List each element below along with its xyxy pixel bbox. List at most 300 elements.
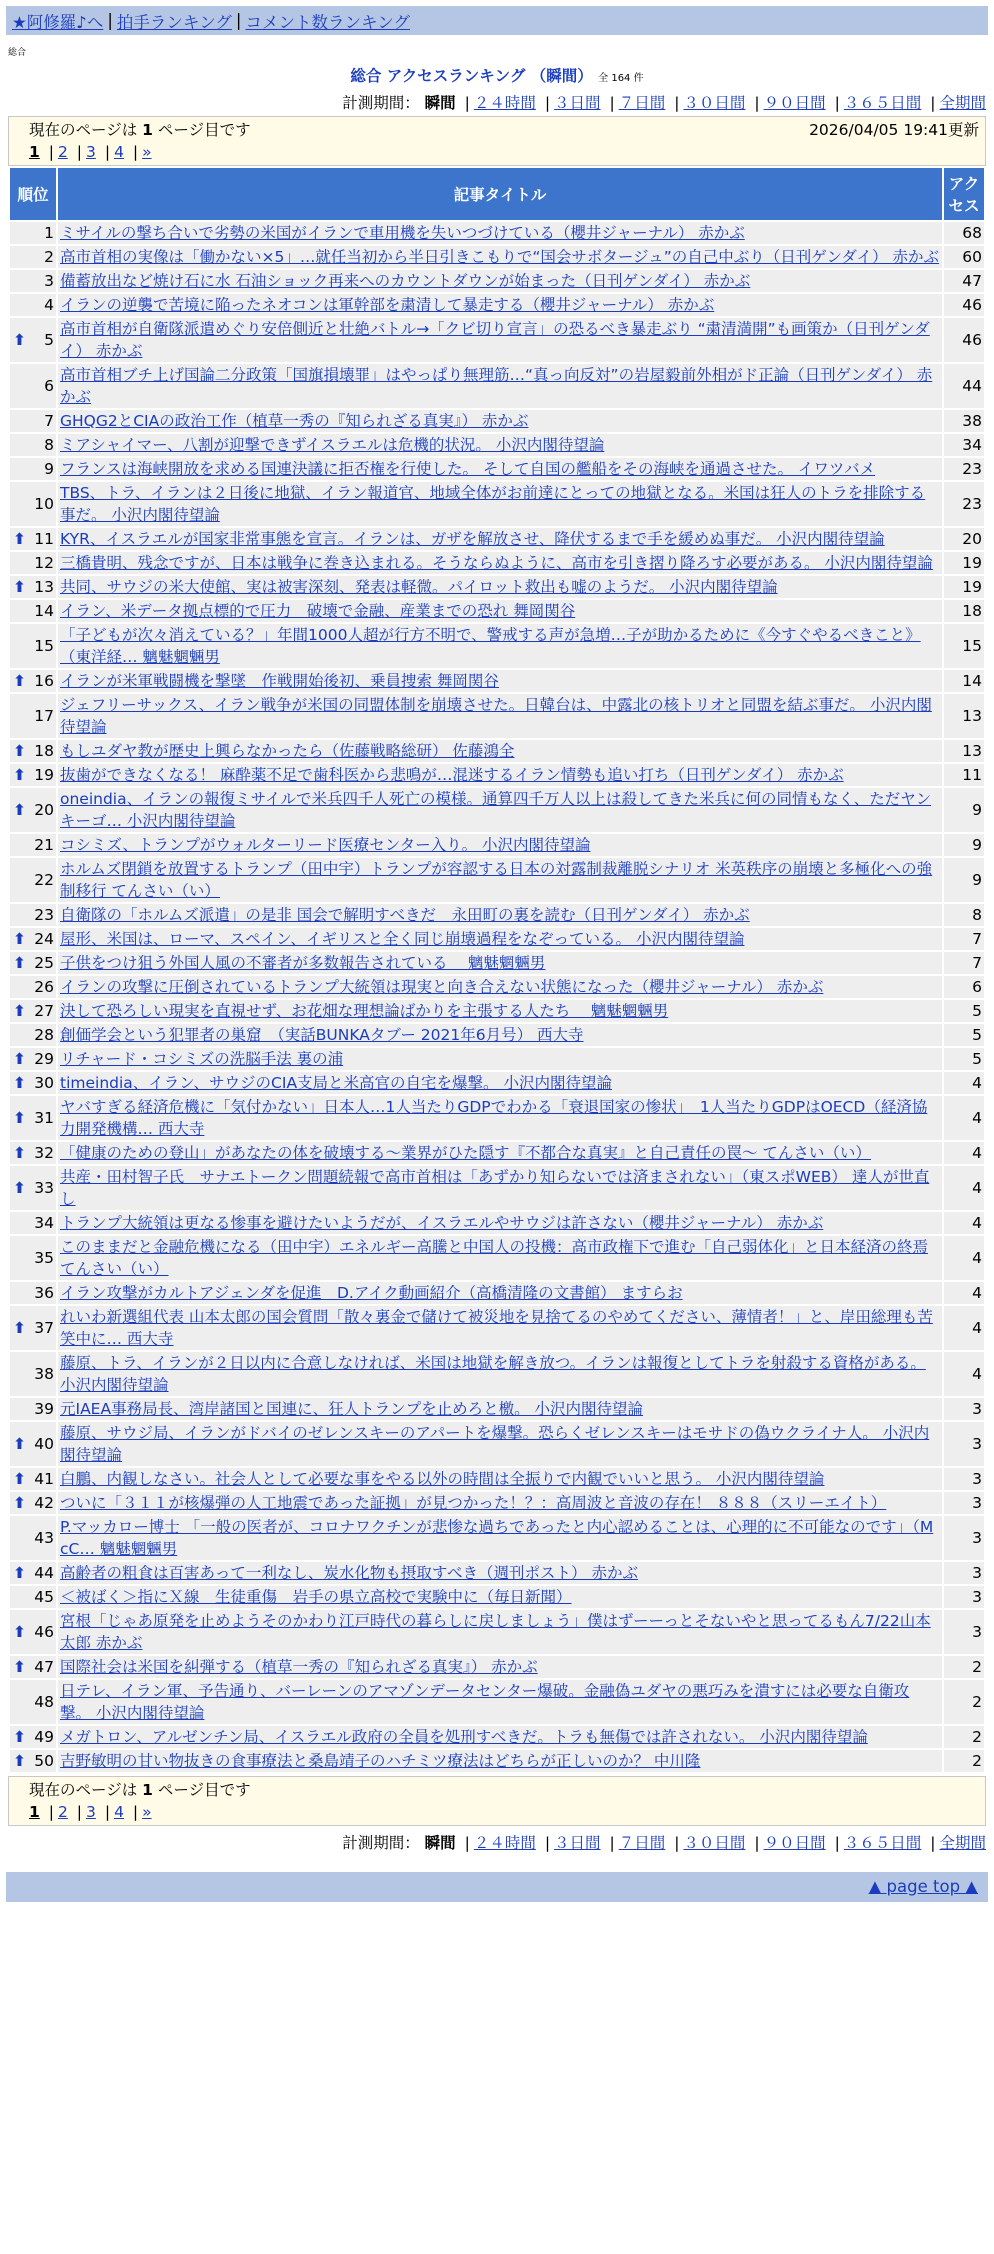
article-link[interactable]: oneindia、イランの報復ミサイルで米兵四千人死亡の模様。通算四千万人以上は殺してきた米兵に何の同情もなく、ただヤンキーゴ… 小沢内閣待望論 [60, 790, 932, 830]
article-link[interactable]: ミサイルの撃ち合いで劣勢の米国がイランで車用機を失いつづけている（櫻井ジャーナル） 赤かぶ [60, 224, 745, 242]
rank-up-arrow-icon: ⬆ [13, 1050, 26, 1068]
rank-number: 34 [34, 1214, 54, 1232]
title-cell [58, 1468, 942, 1490]
title-cell [58, 1398, 942, 1420]
article-link[interactable]: イランの逆襲で苦境に陥ったネオコンは軍幹部を粛清して暴走する（櫻井ジャーナル） 赤かぶ [60, 296, 715, 314]
table-row [10, 1750, 984, 1772]
rank-up-arrow-icon: ⬆ [13, 1002, 26, 1020]
rank-number: 13 [34, 578, 54, 596]
article-link[interactable]: 子供をつけ狙う外国人風の不審者が多数報告されている 魑魅魍魎男 [60, 954, 546, 972]
rank-number: 19 [34, 766, 54, 784]
access-count: 5 [944, 1000, 984, 1022]
title-cell [58, 694, 942, 738]
clap-ranking-link[interactable]: 拍手ランキング [116, 12, 232, 32]
period-link-90d-bottom[interactable]: ９０日間 [763, 1834, 826, 1852]
table-row [10, 1656, 984, 1678]
access-count: 3 [944, 1398, 984, 1420]
table-row [10, 694, 984, 738]
comment-ranking-link[interactable]: コメント数ランキング [245, 12, 410, 32]
rank-number: 32 [34, 1144, 54, 1162]
rank-number: 28 [34, 1026, 54, 1044]
table-row [10, 976, 984, 998]
rank-number: 24 [34, 930, 54, 948]
access-count: 46 [944, 294, 984, 316]
rank-cell [10, 904, 56, 926]
title-cell [58, 670, 942, 692]
rank-cell [10, 528, 56, 550]
table-row [10, 1680, 984, 1724]
rank-number: 38 [34, 1365, 54, 1383]
nav-separator: | [107, 11, 113, 30]
article-link[interactable]: 高市首相が自衛隊派遣めぐり安倍側近と壮絶バトル→「クビ切り宣言」の恐るべき暴走ぶり “粛清満開”も画策か（日刊ゲンダイ） 赤かぶ [60, 320, 930, 360]
access-count: 19 [944, 576, 984, 598]
access-count: 2 [944, 1750, 984, 1772]
rank-up-arrow-icon: ⬆ [13, 930, 26, 948]
article-link[interactable]: ついに「３１１が核爆弾の人工地震であった証拠」が見つかった！？：高周波と音波の存在！ ８８８（スリーエイト） [60, 1494, 887, 1512]
period-link-30d[interactable]: ３０日間 [683, 94, 746, 112]
rank-number: 14 [34, 602, 54, 620]
rank-number: 4 [44, 296, 54, 314]
pager-link-2-bottom[interactable]: 2 [57, 1803, 68, 1821]
table-row [10, 1726, 984, 1748]
title-cell [58, 1352, 942, 1396]
rank-up-arrow-icon: ⬆ [13, 578, 26, 596]
article-link[interactable]: 「子どもが次々消えている？」年間1000人超が行方不明で、警戒する声が急増…子が助かるために《今すぐやるべきこと》（東洋経… 魑魅魍魎男 [60, 626, 921, 666]
title-cell [58, 1750, 942, 1772]
ranking-table [8, 166, 986, 1774]
rank-up-arrow-icon: ⬆ [13, 801, 26, 819]
rank-up-arrow-icon: ⬆ [13, 766, 26, 784]
access-count: 3 [944, 1468, 984, 1490]
article-link[interactable]: イラン攻撃がカルトアジェンダを促進 D.アイク動画紹介（高橋清隆の文書館） ますらお [60, 1284, 683, 1302]
rank-cell [10, 670, 56, 692]
table-row [10, 1586, 984, 1608]
period-link-all[interactable]: 全期間 [939, 94, 986, 112]
rank-number: 3 [44, 272, 54, 290]
title-cell [58, 1212, 942, 1234]
table-row [10, 1000, 984, 1022]
rank-up-arrow-icon: ⬆ [13, 954, 26, 972]
rank-cell [10, 1656, 56, 1678]
rank-number: 21 [34, 836, 54, 854]
rank-cell [10, 410, 56, 432]
access-count: 2 [944, 1680, 984, 1724]
article-link[interactable]: れいわ新選組代表 山本太郎の国会質問「散々裏金で儲けて被災地を見捨てるのやめてください、薄情者！」と、岸田総理も苦笑中に… 西大寺 [60, 1308, 933, 1348]
pager-link-4[interactable]: 4 [114, 143, 124, 161]
title-cell [58, 740, 942, 762]
period-link-3d[interactable]: ３日間 [554, 94, 601, 112]
access-count: 47 [944, 270, 984, 292]
table-row [10, 364, 984, 408]
rank-cell [10, 834, 56, 856]
rank-cell [10, 1306, 56, 1350]
title-cell [58, 1024, 942, 1046]
period-current: 瞬間 [424, 94, 456, 112]
access-count: 68 [944, 222, 984, 244]
rank-cell [10, 740, 56, 762]
rank-number: 43 [34, 1529, 54, 1547]
table-row [10, 904, 984, 926]
table-row [10, 1166, 984, 1210]
access-count: 3 [944, 1562, 984, 1584]
access-count: 18 [944, 600, 984, 622]
title-cell [58, 1562, 942, 1584]
rank-up-arrow-icon: ⬆ [13, 1728, 26, 1746]
rank-number: 23 [34, 906, 54, 924]
rank-number: 30 [34, 1074, 54, 1092]
rank-cell [10, 1680, 56, 1724]
page-title-text: 総合 アクセスランキング （瞬間） [350, 67, 593, 85]
table-row [10, 764, 984, 786]
table-row [10, 246, 984, 268]
rank-number: 31 [34, 1109, 54, 1127]
pager-top: 1 | 2 | 3 | 4 | » [29, 143, 152, 161]
rank-number: 16 [34, 672, 54, 690]
title-cell [58, 976, 942, 998]
rank-number: 12 [34, 554, 54, 572]
rank-number: 47 [34, 1658, 54, 1676]
rank-cell [10, 952, 56, 974]
table-row [10, 1236, 984, 1280]
access-count: 19 [944, 552, 984, 574]
title-cell [58, 1492, 942, 1514]
table-row [10, 624, 984, 668]
period-link-365d-bottom[interactable]: ３６５日間 [843, 1834, 922, 1852]
pager-link-2[interactable]: 2 [57, 143, 68, 161]
article-link[interactable]: 共同、サウジの米大使館、実は被害深刻、発表は軽微。パイロット救出も嘘のようだ。 小沢内閣待望論 [60, 578, 778, 596]
access-count: 4 [944, 1072, 984, 1094]
article-link[interactable]: 白鵬、内観しなさい。社会人として必要な事をやる以外の時間は全振りで内観でいいと思う。 小沢内閣待望論 [60, 1470, 825, 1488]
table-row [10, 1048, 984, 1070]
article-link[interactable]: 共産・田村智子氏 サナエトークン問題続報で高市首相は「あずかり知らないでは済まされない」（東スポWEB） 達人が世直し [60, 1168, 930, 1208]
article-link[interactable]: イランが米軍戦闘機を撃墜 作戦開始後初、乗員捜索 舞岡関谷 [60, 672, 499, 690]
article-link[interactable]: ＜被ばく＞指にＸ線 生徒重傷 岩手の県立高校で実験中に（毎日新聞） [60, 1588, 572, 1606]
table-row [10, 1398, 984, 1420]
rank-number: 40 [34, 1435, 54, 1453]
title-cell [58, 1282, 942, 1304]
access-count: 23 [944, 458, 984, 480]
rank-cell [10, 858, 56, 902]
article-link[interactable]: ミアシャイマー、八割が迎撃できずイスラエルは危機的状況。 小沢内閣待望論 [60, 436, 605, 454]
access-count: 7 [944, 952, 984, 974]
rank-up-arrow-icon: ⬆ [13, 1109, 26, 1127]
access-count: 3 [944, 1586, 984, 1608]
title-cell [58, 952, 942, 974]
title-cell [58, 270, 942, 292]
col-title-header: 記事タイトル [58, 168, 942, 220]
title-cell [58, 434, 942, 456]
rank-cell [10, 576, 56, 598]
rank-cell [10, 1000, 56, 1022]
table-row [10, 1024, 984, 1046]
rank-cell [10, 270, 56, 292]
title-cell [58, 928, 942, 950]
period-link-3d-bottom[interactable]: ３日間 [554, 1834, 601, 1852]
pager-next-bottom[interactable]: » [142, 1803, 152, 1821]
rank-number: 27 [34, 1002, 54, 1020]
rank-cell [10, 552, 56, 574]
article-link[interactable]: 高市首相ブチ上げ国論二分政策「国旗損壊罪」はやっぱり無理筋…“真っ向反対”の岩屋毅前外相がド正論（日刊ゲンダイ） 赤かぶ [60, 366, 933, 406]
table-row [10, 1142, 984, 1164]
article-link[interactable]: リチャード・コシミズの洗脳手法 裏の浦 [60, 1050, 344, 1068]
access-count: 4 [944, 1142, 984, 1164]
period-link-24h[interactable]: ２４時間 [473, 94, 536, 112]
article-link[interactable]: 宮根「じゃあ原発を止めようそのかわり江戸時代の暮らしに戻しましょう」僕はずーーっとそないやと思ってるもん7/22山本太郎 赤かぶ [60, 1612, 931, 1652]
rank-cell [10, 1492, 56, 1514]
rank-cell [10, 1562, 56, 1584]
access-count: 4 [944, 1166, 984, 1210]
rank-number: 41 [34, 1470, 54, 1488]
article-link[interactable]: このままだと金融危機になる（田中宇）エネルギー高騰と中国人の投機：高市政権下で進む「自己弱体化」と日本経済の終焉 てんさい（い） [60, 1238, 929, 1278]
rank-cell [10, 1352, 56, 1396]
rank-cell [10, 1142, 56, 1164]
period-link-90d[interactable]: ９０日間 [763, 94, 826, 112]
article-link[interactable]: 高齢者の粗食は百害あって一利なし、炭水化物も摂取すべき（週刊ポスト） 赤かぶ [60, 1564, 638, 1582]
rank-cell [10, 1610, 56, 1654]
article-link[interactable]: ジェフリーサックス、イラン戦争が米国の同盟体制を崩壊させた。日韓台は、中露北の核トリオと同盟を結ぶ事だ。 小沢内閣待望論 [60, 696, 932, 736]
article-link[interactable]: 藤原、サウジ局、イランがドバイのゼレンスキーのアパートを爆撃。恐らくゼレンスキーはモサドの偽ウクライナ人。 小沢内閣待望論 [60, 1424, 930, 1464]
table-row [10, 1096, 984, 1140]
rank-up-arrow-icon: ⬆ [13, 1319, 26, 1337]
rank-number: 39 [34, 1400, 54, 1418]
access-count: 5 [944, 1024, 984, 1046]
page-info-top [8, 116, 986, 166]
period-label: 計測期間： [342, 94, 420, 112]
table-row [10, 1492, 984, 1514]
article-link[interactable]: 「健康のための登山」があなたの体を破壊する～業界がひた隠す『不都合な真実』と自己責任の罠～ てんさい（い） [60, 1144, 871, 1162]
pager-link-3[interactable]: 3 [86, 143, 96, 161]
title-cell [58, 1142, 942, 1164]
access-count: 2 [944, 1656, 984, 1678]
table-row [10, 576, 984, 598]
table-row [10, 552, 984, 574]
article-link[interactable]: timeindia、イラン、サウジのCIA支局と米高官の自宅を爆撃。 小沢内閣待望論 [60, 1074, 612, 1092]
title-cell [58, 600, 942, 622]
article-link[interactable]: トランプ大統領は更なる惨事を避けたいようだが、イスラエルやサウジは許さない（櫻井ジャーナル） 赤かぶ [60, 1214, 824, 1232]
rank-cell [10, 1422, 56, 1466]
title-cell [58, 1166, 942, 1210]
title-cell [58, 1048, 942, 1070]
table-row [10, 528, 984, 550]
article-link[interactable]: TBS、トラ、イランは２日後に地獄、イラン報道官、地域全体がお前達にとっての地獄となる。米国は狂人のトラを排除する事だ。 小沢内閣待望論 [60, 484, 926, 524]
pager-link-3-bottom[interactable]: 3 [86, 1803, 96, 1821]
title-cell [58, 1586, 942, 1608]
article-link[interactable]: 抜歯ができなくなる！ 麻酔薬不足で歯科医から悲鳴が…混迷するイラン情勢も追い打ち（日刊ゲンダイ） 赤かぶ [60, 766, 844, 784]
table-row [10, 410, 984, 432]
table-row [10, 1516, 984, 1560]
article-link[interactable]: メガトロン、アルゼンチン局、イスラエル政府の全員を処刑すべきだ。トラも無傷では許されない。 小沢内閣待望論 [60, 1728, 868, 1746]
rank-cell [10, 694, 56, 738]
article-link[interactable]: 日テレ、イラン軍、予告通り、バーレーンのアマゾンデータセンター爆破。金融偽ユダヤの悪巧みを潰すには必要な自衛攻撃。 小沢内閣待望論 [60, 1682, 910, 1722]
rank-number: 7 [44, 412, 54, 430]
rank-number: 37 [34, 1319, 54, 1337]
title-cell [58, 1096, 942, 1140]
rank-number: 36 [34, 1284, 54, 1302]
ranking-body [10, 222, 984, 1772]
col-rank-header: 順位 [10, 168, 56, 220]
total-count: 全 164 件 [598, 73, 644, 84]
title-cell [58, 834, 942, 856]
rank-cell [10, 364, 56, 408]
table-row [10, 1352, 984, 1396]
table-row [10, 270, 984, 292]
rank-up-arrow-icon: ⬆ [13, 1074, 26, 1092]
table-row [10, 222, 984, 244]
rank-cell [10, 222, 56, 244]
rank-up-arrow-icon: ⬆ [13, 1435, 26, 1453]
pager-current-bottom: 1 [29, 1803, 40, 1821]
rank-cell [10, 434, 56, 456]
article-link[interactable]: 国際社会は米国を糾弾する（植草一秀の『知られざる真実』） 赤かぶ [60, 1658, 538, 1676]
table-row [10, 1422, 984, 1466]
table-row [10, 788, 984, 832]
title-cell [58, 1610, 942, 1654]
rank-cell [10, 1516, 56, 1560]
title-cell [58, 528, 942, 550]
period-link-7d-bottom[interactable]: ７日間 [618, 1834, 666, 1852]
table-row [10, 1610, 984, 1654]
access-count: 9 [944, 788, 984, 832]
access-count: 23 [944, 482, 984, 526]
title-cell [58, 222, 942, 244]
article-link[interactable]: 元IAEA事務局長、湾岸諸国と国連に、狂人トランプを止めろと檄。 小沢内閣待望論 [60, 1400, 644, 1418]
article-link[interactable]: イラン、米データ拠点標的で圧力 破壊で金融、産業までの恐れ 舞岡関谷 [60, 602, 576, 620]
table-row [10, 670, 984, 692]
rank-number: 8 [44, 436, 54, 454]
table-row [10, 1282, 984, 1304]
article-link[interactable]: GHQG2とCIAの政治工作（植草一秀の『知られざる真実』） 赤かぶ [60, 412, 529, 430]
rank-cell [10, 1750, 56, 1772]
article-link[interactable]: 自衛隊の「ホルムズ派遣」の是非 国会で解明すべきだ 永田町の裏を読む（日刊ゲンダイ） 赤かぶ [60, 906, 750, 924]
access-count: 8 [944, 904, 984, 926]
access-count: 2 [944, 1726, 984, 1748]
article-link[interactable]: イランの攻撃に圧倒されているトランプ大統領は現実と向き合えない状態になった（櫻井ジャーナル） 赤かぶ [60, 978, 824, 996]
rank-number: 11 [34, 530, 54, 548]
article-link[interactable]: 高市首相の実像は「働かない×5」…就任当初から半日引きこもりで“国会サボタージュ”の自己中ぶり（日刊ゲンダイ） 赤かぶ [60, 248, 939, 266]
period-link-all-bottom[interactable]: 全期間 [939, 1834, 986, 1852]
article-link[interactable]: 吉野敏明の甘い物抜きの食事療法と桑島靖子のハチミツ療法はどちらが正しいのか？ 中川隆 [60, 1752, 701, 1770]
title-cell [58, 764, 942, 786]
access-count: 15 [944, 624, 984, 668]
rank-number: 1 [44, 224, 54, 242]
rank-cell [10, 1282, 56, 1304]
rank-cell [10, 1048, 56, 1070]
period-link-24h-bottom[interactable]: ２４時間 [473, 1834, 536, 1852]
access-count: 3 [944, 1516, 984, 1560]
rank-number: 15 [34, 637, 54, 655]
rank-up-arrow-icon: ⬆ [13, 1179, 26, 1197]
table-header-row [10, 168, 984, 220]
rank-number: 20 [34, 801, 54, 819]
rank-number: 5 [44, 331, 54, 349]
rank-number: 17 [34, 707, 54, 725]
rank-cell [10, 294, 56, 316]
article-link[interactable]: 屋形、米国は、ローマ、スペイン、イギリスと全く同じ崩壊過程をなぞっている。 小沢内閣待望論 [60, 930, 745, 948]
rank-number: 9 [44, 460, 54, 478]
article-link[interactable]: フランスは海峡開放を求める国連決議に拒否権を行使した。 そして自国の艦船をその海峡を通過させた。 イワツバメ [60, 460, 876, 478]
rank-cell [10, 1398, 56, 1420]
article-link[interactable]: KYR、イスラエルが国家非常事態を宣言。イランは、ガザを解放させ、降伏するまで手を緩めぬ事だ。 小沢内閣待望論 [60, 530, 885, 548]
table-row [10, 1306, 984, 1350]
top-nav [6, 6, 988, 35]
rank-cell [10, 482, 56, 526]
access-count: 3 [944, 1422, 984, 1466]
article-link[interactable]: 創価学会という犯罪者の巣窟 （実話BUNKAタブー 2021年6月号） 西大寺 [60, 1026, 584, 1044]
article-link[interactable]: 決して恐ろしい現実を直視せず、お花畑な理想論ばかりを主張する人たち 魑魅魍魎男 [60, 1002, 669, 1020]
rank-cell [10, 1726, 56, 1748]
article-link[interactable]: もしユダヤ教が歴史上興らなかったら（佐藤戦略総研） 佐藤鴻全 [60, 742, 515, 760]
rank-cell [10, 1586, 56, 1608]
article-link[interactable]: ヤバすぎる経済危機に「気付かない」日本人…1人当たりGDPでわかる「衰退国家の惨状」 1人当たりGDPはOECD（経済協力開発機構… 西大寺 [60, 1098, 928, 1138]
pager-next[interactable]: » [142, 143, 152, 161]
rank-number: 29 [34, 1050, 54, 1068]
rank-cell [10, 318, 56, 362]
article-link[interactable]: 三橋貴明、残念ですが、日本は戦争に巻き込まれる。そうならぬように、高市を引き摺り降ろす必要がある。 小沢内閣待望論 [60, 554, 933, 572]
rank-up-arrow-icon: ⬆ [13, 672, 26, 690]
rank-up-arrow-icon: ⬆ [13, 742, 26, 760]
article-link[interactable]: コシミズ、トランプがウォルターリード医療センター入り。 小沢内閣待望論 [60, 836, 591, 854]
rank-cell [10, 1096, 56, 1140]
rank-number: 49 [34, 1728, 54, 1746]
title-cell [58, 1236, 942, 1280]
period-link-30d-bottom[interactable]: ３０日間 [683, 1834, 746, 1852]
access-count: 13 [944, 694, 984, 738]
table-row [10, 318, 984, 362]
title-cell [58, 1516, 942, 1560]
title-cell [58, 1422, 942, 1466]
current-page-text: 現在のページは 1 ページ目です [29, 121, 251, 139]
period-link-7d[interactable]: ７日間 [618, 94, 666, 112]
article-link[interactable]: ホルムズ閉鎖を放置するトランプ（田中宇）トランプが容認する日本の対露制裁離脱シナリオ 米英秩序の崩壊と多極化への強制移行 てんさい（い） [60, 860, 933, 900]
col-access-header: アクセス [944, 168, 984, 220]
period-link-365d[interactable]: ３６５日間 [843, 94, 922, 112]
table-row [10, 600, 984, 622]
access-count: 4 [944, 1282, 984, 1304]
article-link[interactable]: 藤原、トラ、イランが２日以内に合意しなければ、米国は地獄を解き放つ。イランは報復としてトラを射殺する資格がある。 小沢内閣待望論 [60, 1354, 926, 1394]
table-row [10, 952, 984, 974]
article-link[interactable]: P.マッカロー博士 「一般の医者が、コロナワクチンが悲惨な過ちであったと内心認めることは、心理的に不可能なのです」（McC… 魑魅魍魎男 [60, 1518, 934, 1558]
title-cell [58, 1680, 942, 1724]
access-count: 4 [944, 1236, 984, 1280]
access-count: 60 [944, 246, 984, 268]
article-link[interactable]: 備蓄放出など焼け石に水 石油ショック再来へのカウントダウンが始まった（日刊ゲンダイ） 赤かぶ [60, 272, 751, 290]
rank-cell [10, 1166, 56, 1210]
rank-cell [10, 1072, 56, 1094]
access-count: 13 [944, 740, 984, 762]
title-cell [58, 1072, 942, 1094]
pager-link-4-bottom[interactable]: 4 [114, 1803, 124, 1821]
rank-number: 6 [44, 377, 54, 395]
rank-up-arrow-icon: ⬆ [13, 1564, 26, 1582]
title-cell [58, 482, 942, 526]
rank-number: 26 [34, 978, 54, 996]
table-row [10, 1562, 984, 1584]
access-count: 14 [944, 670, 984, 692]
table-row [10, 1072, 984, 1094]
access-count: 44 [944, 364, 984, 408]
access-count: 4 [944, 1306, 984, 1350]
rank-cell [10, 458, 56, 480]
title-cell [58, 1726, 942, 1748]
title-cell [58, 904, 942, 926]
current-page-text-bottom: 現在のページは 1 ページ目です [29, 1781, 251, 1799]
table-row [10, 482, 984, 526]
home-link[interactable]: ★阿修羅♪へ [12, 12, 104, 32]
access-count: 9 [944, 858, 984, 902]
access-count: 4 [944, 1212, 984, 1234]
page-top-link[interactable]: ▲ page top ▲ [868, 1877, 978, 1896]
table-row [10, 740, 984, 762]
